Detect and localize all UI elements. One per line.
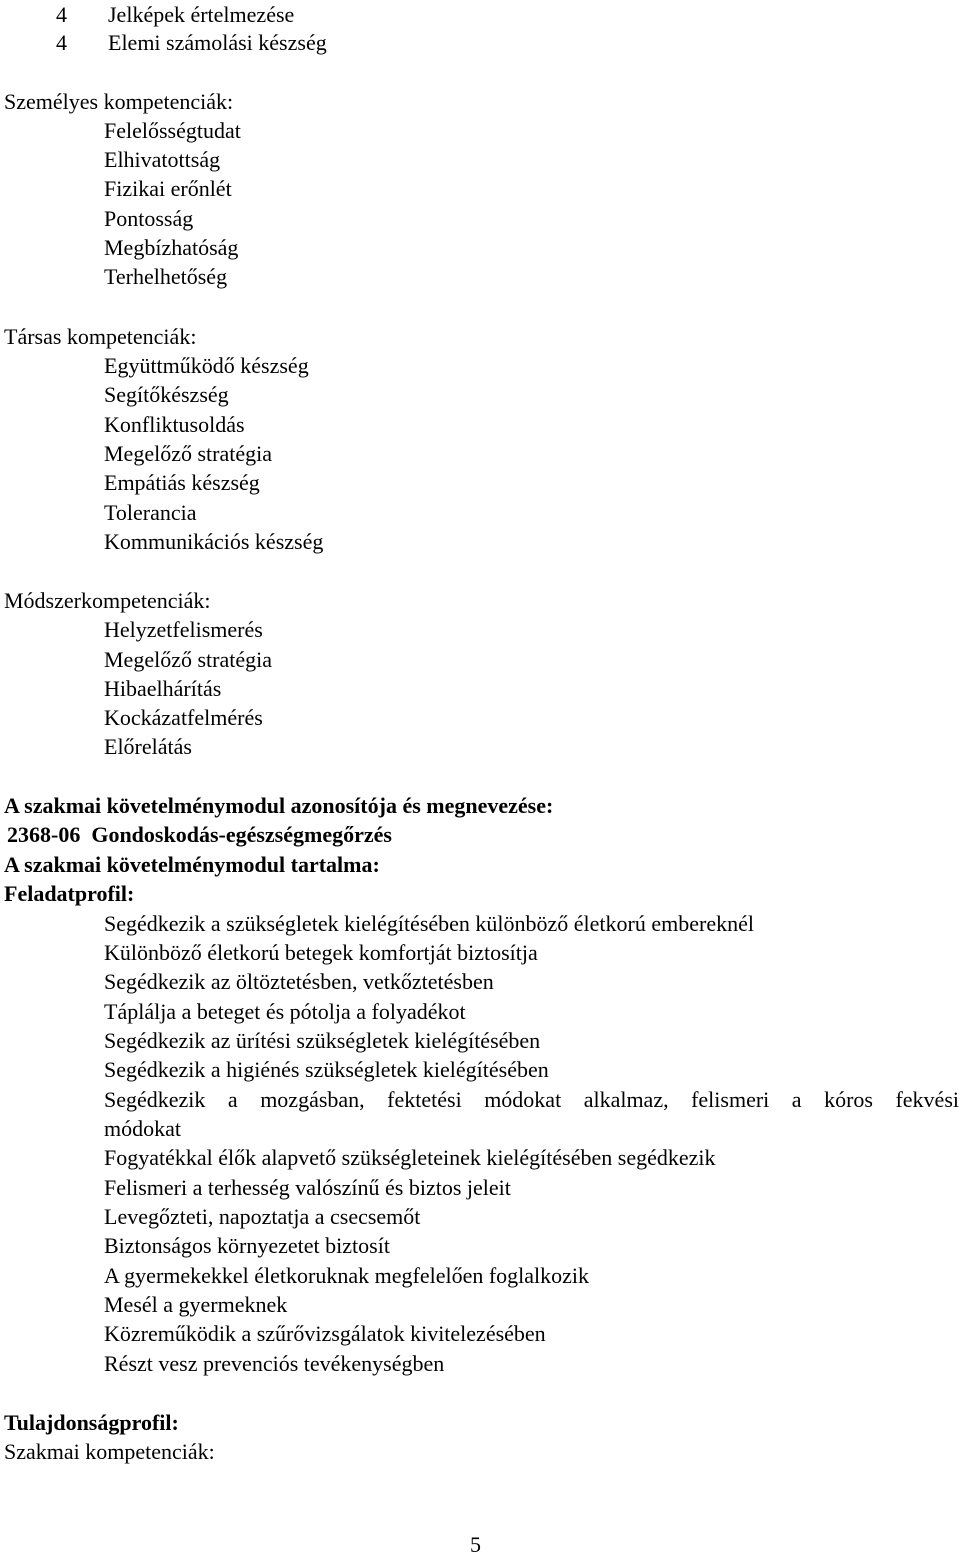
- list-item: Megelőző stratégia: [104, 647, 272, 672]
- list-item: Megelőző stratégia: [104, 441, 272, 466]
- list-item: Terhelhetőség: [104, 264, 228, 289]
- task-item: Segédkezik a szükségletek kielégítésében különböző életkorú embereknél: [104, 911, 754, 936]
- list-item: Fizikai erőnlét: [104, 176, 232, 201]
- module-content-heading: A szakmai követelménymodul tartalma:: [4, 852, 380, 877]
- list-item: Tolerancia: [104, 500, 197, 525]
- list-item: Együttműködő készség: [104, 353, 309, 378]
- list-item: Elhivatottság: [104, 147, 221, 172]
- page-number: 5: [470, 1532, 481, 1557]
- item-number: 4: [56, 2, 67, 27]
- item-text: Elemi számolási készség: [108, 30, 327, 55]
- task-item: Segédkezik az ürítési szükségletek kielégítésében: [104, 1028, 541, 1053]
- list-item: Segítőkészség: [104, 382, 229, 407]
- list-item: Előrelátás: [104, 734, 192, 759]
- task-item: Közreműködik a szűrővizsgálatok kivitelezésében: [104, 1321, 546, 1346]
- task-item: Fogyatékkal élők alapvető szükségleteinek kielégítésében segédkezik: [104, 1145, 716, 1170]
- feladatprofil-heading: Feladatprofil:: [4, 881, 135, 906]
- list-item: Kommunikációs készség: [104, 529, 324, 554]
- item-text: Jelképek értelmezése: [108, 2, 295, 27]
- task-item: A gyermekekkel életkoruknak megfelelően foglalkozik: [104, 1263, 590, 1288]
- task-item: Biztonságos környezetet biztosít: [104, 1233, 390, 1258]
- tulajdonsagprofil-heading: Tulajdonságprofil:: [4, 1410, 179, 1435]
- task-item-continuation: módokat: [104, 1116, 181, 1141]
- list-item: Konfliktusoldás: [104, 412, 245, 437]
- task-item: Segédkezik az öltöztetésben, vetkőztetésben: [104, 969, 494, 994]
- task-item: Felismeri a terhesség valószínű és biztos jeleit: [104, 1175, 511, 1200]
- item-number: 4: [56, 30, 67, 55]
- task-item: Különböző életkorú betegek komfortját biztosítja: [104, 940, 538, 965]
- task-item: Táplálja a beteget és pótolja a folyadékot: [104, 999, 466, 1024]
- section-heading-modszer: Módszerkompetenciák:: [4, 588, 211, 613]
- module-id-value: 2368-06 Gondoskodás-egészségmegőrzés: [7, 822, 392, 847]
- task-item: Részt vesz prevenciós tevékenységben: [104, 1351, 445, 1376]
- list-item: Felelősségtudat: [104, 118, 241, 143]
- list-item: Megbízhatóság: [104, 235, 239, 260]
- szakmai-kompetenciak-heading: Szakmai kompetenciák:: [4, 1439, 215, 1464]
- task-item: Segédkezik a mozgásban, fektetési módokat alkalmaz, felismeri a kóros fekvési: [104, 1087, 959, 1112]
- section-heading-tarsas: Társas kompetenciák:: [4, 324, 197, 349]
- list-item: Hibaelhárítás: [104, 676, 222, 701]
- list-item: Helyzetfelismerés: [104, 617, 263, 642]
- list-item: Kockázatfelmérés: [104, 705, 263, 730]
- module-id-heading: A szakmai követelménymodul azonosítója és megnevezése:: [4, 793, 554, 818]
- task-item: Levegőzteti, napoztatja a csecsemőt: [104, 1204, 421, 1229]
- task-item: Mesél a gyermeknek: [104, 1292, 288, 1317]
- task-item: Segédkezik a higiénés szükségletek kielégítésében: [104, 1057, 549, 1082]
- list-item: Pontosság: [104, 206, 194, 231]
- list-item: Empátiás készség: [104, 470, 260, 495]
- section-heading-szemelyes: Személyes kompetenciák:: [4, 89, 234, 114]
